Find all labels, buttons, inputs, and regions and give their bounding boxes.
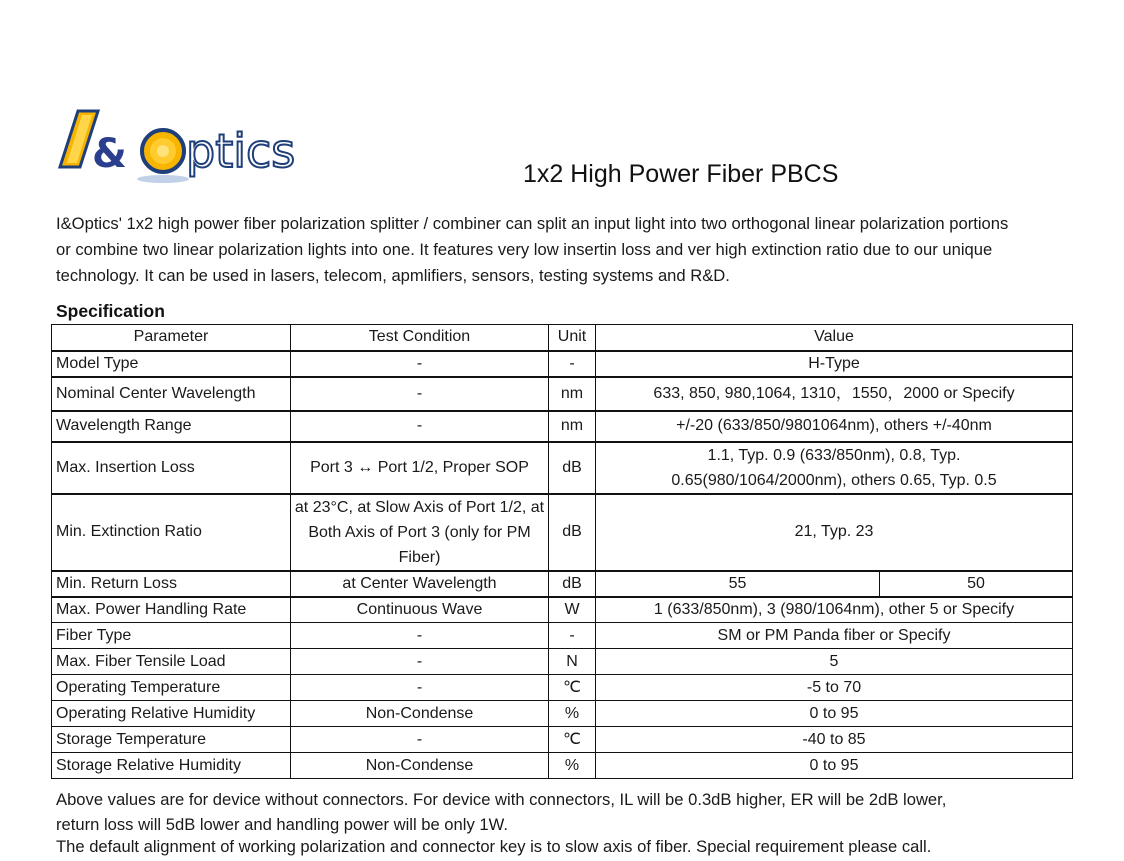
parameter-cell: Fiber Type (52, 623, 291, 649)
unit-cell: - (549, 351, 596, 377)
condition-cell: at Center Wavelength (291, 571, 549, 597)
table-row (52, 753, 1073, 779)
unit-cell: dB (549, 494, 596, 571)
table-row (52, 351, 1073, 377)
value-cell: 0 to 95 (596, 701, 1073, 727)
table-row (52, 649, 1073, 675)
unit-cell: N (549, 649, 596, 675)
unit-cell: dB (549, 442, 596, 494)
unit-cell: - (549, 623, 596, 649)
unit-cell: nm (549, 411, 596, 442)
page-title: 1x2 High Power Fiber PBCS (523, 160, 839, 188)
table-row (52, 411, 1073, 442)
header-value: Value (596, 325, 1073, 351)
value-cell: 633, 850, 980,1064, 1310，1550，2000 or Specify (596, 377, 1073, 411)
parameter-cell: Min. Return Loss (52, 571, 291, 597)
parameter-cell: Model Type (52, 351, 291, 377)
condition-cell: - (291, 727, 549, 753)
value-cell: -5 to 70 (596, 675, 1073, 701)
value-cell: 0 to 95 (596, 753, 1073, 779)
parameter-cell: Storage Relative Humidity (52, 753, 291, 779)
parameter-cell: Min. Extinction Ratio (52, 494, 291, 571)
condition-cell: Continuous Wave (291, 597, 549, 623)
value-cell-sm: 55 (596, 571, 880, 597)
condition-cell: - (291, 649, 549, 675)
condition-cell: Non-Condense (291, 753, 549, 779)
table-row (52, 494, 1073, 571)
table-row (52, 377, 1073, 411)
value-cell: 21, Typ. 23 (596, 494, 1073, 571)
condition-cell: at 23°C, at Slow Axis of Port 1/2, at Both Axis of Port 3 (only for PM Fiber) (291, 494, 549, 571)
table-row (52, 571, 1073, 597)
condition-cell: - (291, 411, 549, 442)
table-row (52, 701, 1073, 727)
parameter-cell: Max. Power Handling Rate (52, 597, 291, 623)
footnotes (56, 787, 1066, 859)
value-cell: H-Type (596, 351, 1073, 377)
value-cell: 1.1, Typ. 0.9 (633/850nm), 0.8, Typ. 0.65(980/1064/2000nm), others 0.65, Typ. 0.5 (596, 442, 1073, 494)
condition-cell: - (291, 675, 549, 701)
unit-cell: ℃ (549, 675, 596, 701)
footnote-line: Above values are for device without connectors. For device with connectors, IL will be 0.3dB higher, ER will be 2dB lower, (56, 790, 947, 809)
intro-line: or combine two linear polarization lights into one. It features very low insertin loss and ver high extinction ratio due to our unique (56, 240, 993, 259)
parameter-cell: Operating Temperature (52, 675, 291, 701)
unit-cell: ℃ (549, 727, 596, 753)
condition-cell: - (291, 377, 549, 411)
unit-cell: dB (549, 571, 596, 597)
table-row (52, 442, 1073, 494)
value-cell: +/-20 (633/850/9801064nm), others +/-40nm (596, 411, 1073, 442)
value-cell: 1 (633/850nm), 3 (980/1064nm), other 5 or Specify (596, 597, 1073, 623)
table-header-row (52, 325, 1073, 351)
parameter-cell: Operating Relative Humidity (52, 701, 291, 727)
spec-table (51, 324, 1073, 779)
header-unit: Unit (549, 325, 596, 351)
condition-cell: - (291, 351, 549, 377)
unit-cell: W (549, 597, 596, 623)
condition-cell: - (291, 623, 549, 649)
unit-cell: nm (549, 377, 596, 411)
table-row (52, 623, 1073, 649)
value-cell: 5 (596, 649, 1073, 675)
footnote-line: The default alignment of working polarization and connector key is to slow axis of fiber. Special requirement please call. (56, 837, 932, 856)
company-logo (56, 107, 312, 191)
svg-text:&: & (92, 131, 127, 177)
intro-line: technology. It can be used in lasers, telecom, apmlifiers, sensors, testing systems and R&D. (56, 266, 730, 285)
parameter-cell: Wavelength Range (52, 411, 291, 442)
parameter-cell: Max. Insertion Loss (52, 442, 291, 494)
intro-line: I&Optics' 1x2 high power fiber polarization splitter / combiner can split an input light into two orthogonal linear polarization portions (56, 214, 1009, 233)
value-cell: -40 to 85 (596, 727, 1073, 753)
svg-text:ptics: ptics (186, 124, 296, 178)
table-row (52, 727, 1073, 753)
value-cell-pm: 50 (880, 571, 1073, 597)
parameter-cell: Nominal Center Wavelength (52, 377, 291, 411)
parameter-cell: Max. Fiber Tensile Load (52, 649, 291, 675)
header-test-condition: Test Condition (291, 325, 549, 351)
table-row (52, 675, 1073, 701)
footnote-line: return loss will 5dB lower and handling power will be only 1W. (56, 815, 508, 834)
condition-cell: Non-Condense (291, 701, 549, 727)
parameter-cell: Storage Temperature (52, 727, 291, 753)
value-cell: SM or PM Panda fiber or Specify (596, 623, 1073, 649)
unit-cell: % (549, 701, 596, 727)
intro-paragraph (56, 211, 1066, 289)
condition-cell: Port 3 ↔ Port 1/2, Proper SOP (291, 442, 549, 494)
table-row (52, 597, 1073, 623)
spec-heading: Specification (56, 301, 165, 321)
header-parameter: Parameter (52, 325, 291, 351)
unit-cell: % (549, 753, 596, 779)
